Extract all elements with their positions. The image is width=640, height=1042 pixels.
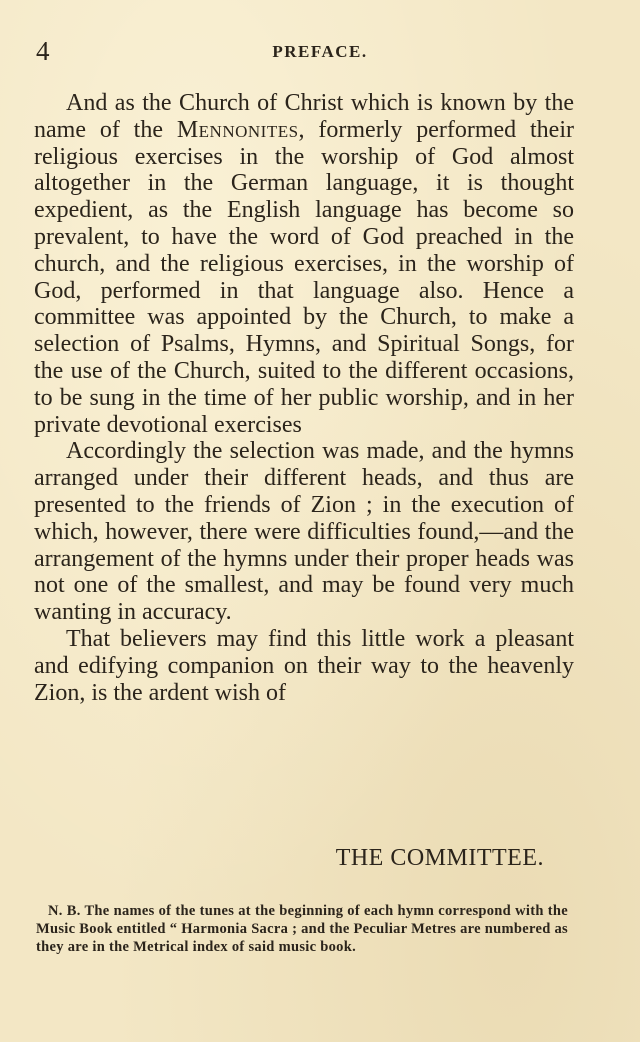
mennonites-name: Mennonites bbox=[176, 116, 299, 143]
signature: THE COMMITTEE. bbox=[335, 845, 544, 871]
paragraph-1-before-name: And as the Church of Christ which is known by the name of the bbox=[34, 90, 574, 143]
running-title: PREFACE. bbox=[272, 42, 368, 61]
paragraph-3: That believers may find this little work a pleasant and edifying companion on their way to the heavenly Zion, is the ardent wish of bbox=[34, 625, 574, 706]
page-number: 4 bbox=[36, 36, 50, 66]
paragraph-1 bbox=[34, 90, 574, 438]
paragraph-1-after-name: , formerly performed their religious exercises in the worship of God almost altogether in the German language, it is thought expedient, as the English language has become so prevalent, to have the word of God preached in the church, and the religious exercises, in the worship of God, performed in that language also. Hence a committee was appointed by the Church, to make a selection of Psalms, Hymns, and Spiritual Songs, for the use of the Church, suited to the different occasions, to be sung in the time of her public worship, and in her private devotional exercises bbox=[34, 116, 574, 438]
preface-body bbox=[34, 90, 574, 706]
footnote: N. B. The names of the tunes at the beginning of each hymn correspond with the Music Book entitled “ Harmonia Sacra ; and the Peculiar Metres are numbered as they are in the Metrical index of said music book. bbox=[36, 903, 568, 955]
paragraph-2: Accordingly the selection was made, and the hymns arranged under their different heads, and thus are presented to the friends of Zion ; in the execution of which, however, there were difficulties found,—and the arrangement of the hymns under their proper heads was not one of the smallest, and may be found very much wanting in accuracy. bbox=[34, 438, 574, 626]
running-head bbox=[36, 36, 604, 66]
